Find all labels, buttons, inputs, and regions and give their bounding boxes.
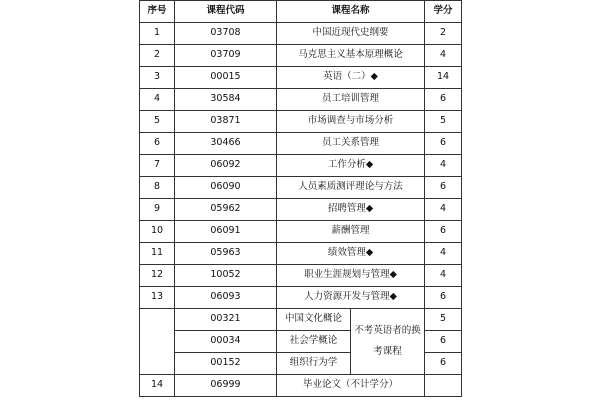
row-credit: 6 [425,177,462,199]
row-code: 06092 [175,155,277,177]
table-row [140,67,462,89]
table-row [140,287,462,309]
row-code: 00015 [175,67,277,89]
row-code: 03708 [175,23,277,45]
row-credit: 6 [425,221,462,243]
course-table [139,0,462,397]
row-name: 员工关系管理 [277,133,425,155]
alt-credit: 6 [425,353,462,375]
row-credit: 4 [425,155,462,177]
table-row [140,133,462,155]
row-name: 人员素质测评理论与方法 [277,177,425,199]
alt-note: 不考英语者的换考课程 [351,309,425,375]
row-code: 10052 [175,265,277,287]
row-no: 4 [140,89,175,111]
alt-no-cell [140,309,175,375]
table-row [140,23,462,45]
row-name: 招聘管理◆ [277,199,425,221]
table-row [140,243,462,265]
row-name: 薪酬管理 [277,221,425,243]
table-row [140,111,462,133]
row-credit: 2 [425,23,462,45]
row-credit: 6 [425,133,462,155]
row-credit: 4 [425,45,462,67]
row-no: 13 [140,287,175,309]
row-no: 7 [140,155,175,177]
alt-credit: 5 [425,309,462,331]
alt-name: 中国文化概论 [277,309,351,331]
header-code: 课程代码 [175,1,277,23]
row-name: 绩效管理◆ [277,243,425,265]
row-code: 05963 [175,243,277,265]
alt-code: 00321 [175,309,277,331]
row-no: 8 [140,177,175,199]
row-code: 06090 [175,177,277,199]
row-credit: 14 [425,67,462,89]
final-name: 毕业论文（不计学分） [277,375,425,397]
row-code: 05962 [175,199,277,221]
row-name: 马克思主义基本原理概论 [277,45,425,67]
final-credit [425,375,462,397]
header-credit: 学分 [425,1,462,23]
row-credit: 5 [425,111,462,133]
row-name: 人力资源开发与管理◆ [277,287,425,309]
table-row [140,45,462,67]
row-name: 中国近现代史纲要 [277,23,425,45]
row-no: 5 [140,111,175,133]
row-name: 市场调查与市场分析 [277,111,425,133]
alt-name: 社会学概论 [277,331,351,353]
table-row [140,221,462,243]
row-no: 12 [140,265,175,287]
alt-code: 00152 [175,353,277,375]
alt-name: 组织行为学 [277,353,351,375]
row-name: 职业生涯规划与管理◆ [277,265,425,287]
row-no: 1 [140,23,175,45]
row-name: 员工培训管理 [277,89,425,111]
row-credit: 6 [425,287,462,309]
header-row [140,1,462,23]
row-no: 11 [140,243,175,265]
row-credit: 6 [425,89,462,111]
row-code: 03709 [175,45,277,67]
row-name: 工作分析◆ [277,155,425,177]
table-row [140,155,462,177]
final-no: 14 [140,375,175,397]
alt-code: 00034 [175,331,277,353]
header-no: 序号 [140,1,175,23]
table-row [140,89,462,111]
row-credit: 4 [425,265,462,287]
row-code: 30466 [175,133,277,155]
row-name: 英语（二）◆ [277,67,425,89]
table-row [140,199,462,221]
alt-credit: 6 [425,331,462,353]
final-code: 06999 [175,375,277,397]
row-no: 3 [140,67,175,89]
row-code: 03871 [175,111,277,133]
final-row [140,375,462,397]
row-no: 2 [140,45,175,67]
row-code: 06093 [175,287,277,309]
header-name: 课程名称 [277,1,425,23]
row-credit: 4 [425,243,462,265]
table-row [140,265,462,287]
row-no: 6 [140,133,175,155]
alt-row [140,309,462,331]
table-row [140,177,462,199]
row-credit: 4 [425,199,462,221]
row-no: 10 [140,221,175,243]
row-no: 9 [140,199,175,221]
row-code: 06091 [175,221,277,243]
row-code: 30584 [175,89,277,111]
